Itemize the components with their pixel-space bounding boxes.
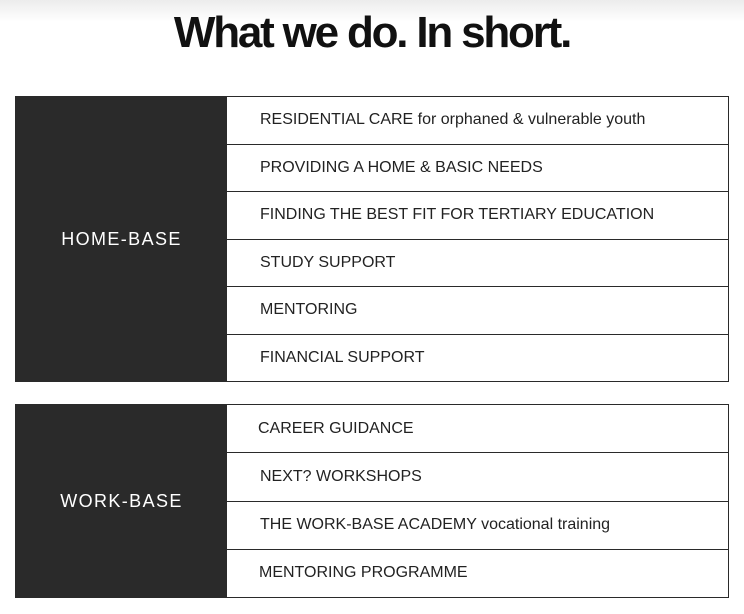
work-base-label: WORK-BASE xyxy=(16,405,227,597)
list-item: THE WORK-BASE ACADEMY vocational training xyxy=(227,502,728,550)
list-item: MENTORING PROGRAMME xyxy=(259,564,468,582)
list-item: NEXT? WORKSHOPS xyxy=(227,453,728,501)
home-base-list xyxy=(227,97,728,381)
list-item: PROVIDING A HOME & BASIC NEEDS xyxy=(227,145,728,193)
list-item: STUDY SUPPORT xyxy=(227,240,728,288)
page-title: What we do. In short. xyxy=(173,8,571,57)
list-item: FINANCIAL SUPPORT xyxy=(260,348,425,366)
list-item: RESIDENTIAL CARE for orphaned & vulnerable youth xyxy=(227,97,728,145)
home-base-label: HOME-BASE xyxy=(16,97,227,381)
work-base-section xyxy=(15,404,729,598)
list-item: FINDING THE BEST FIT FOR TERTIARY EDUCATION xyxy=(227,192,728,240)
list-item: MENTORING xyxy=(227,287,728,335)
home-base-section xyxy=(15,96,729,382)
list-item: CAREER GUIDANCE xyxy=(227,405,728,453)
work-base-list xyxy=(227,405,728,597)
